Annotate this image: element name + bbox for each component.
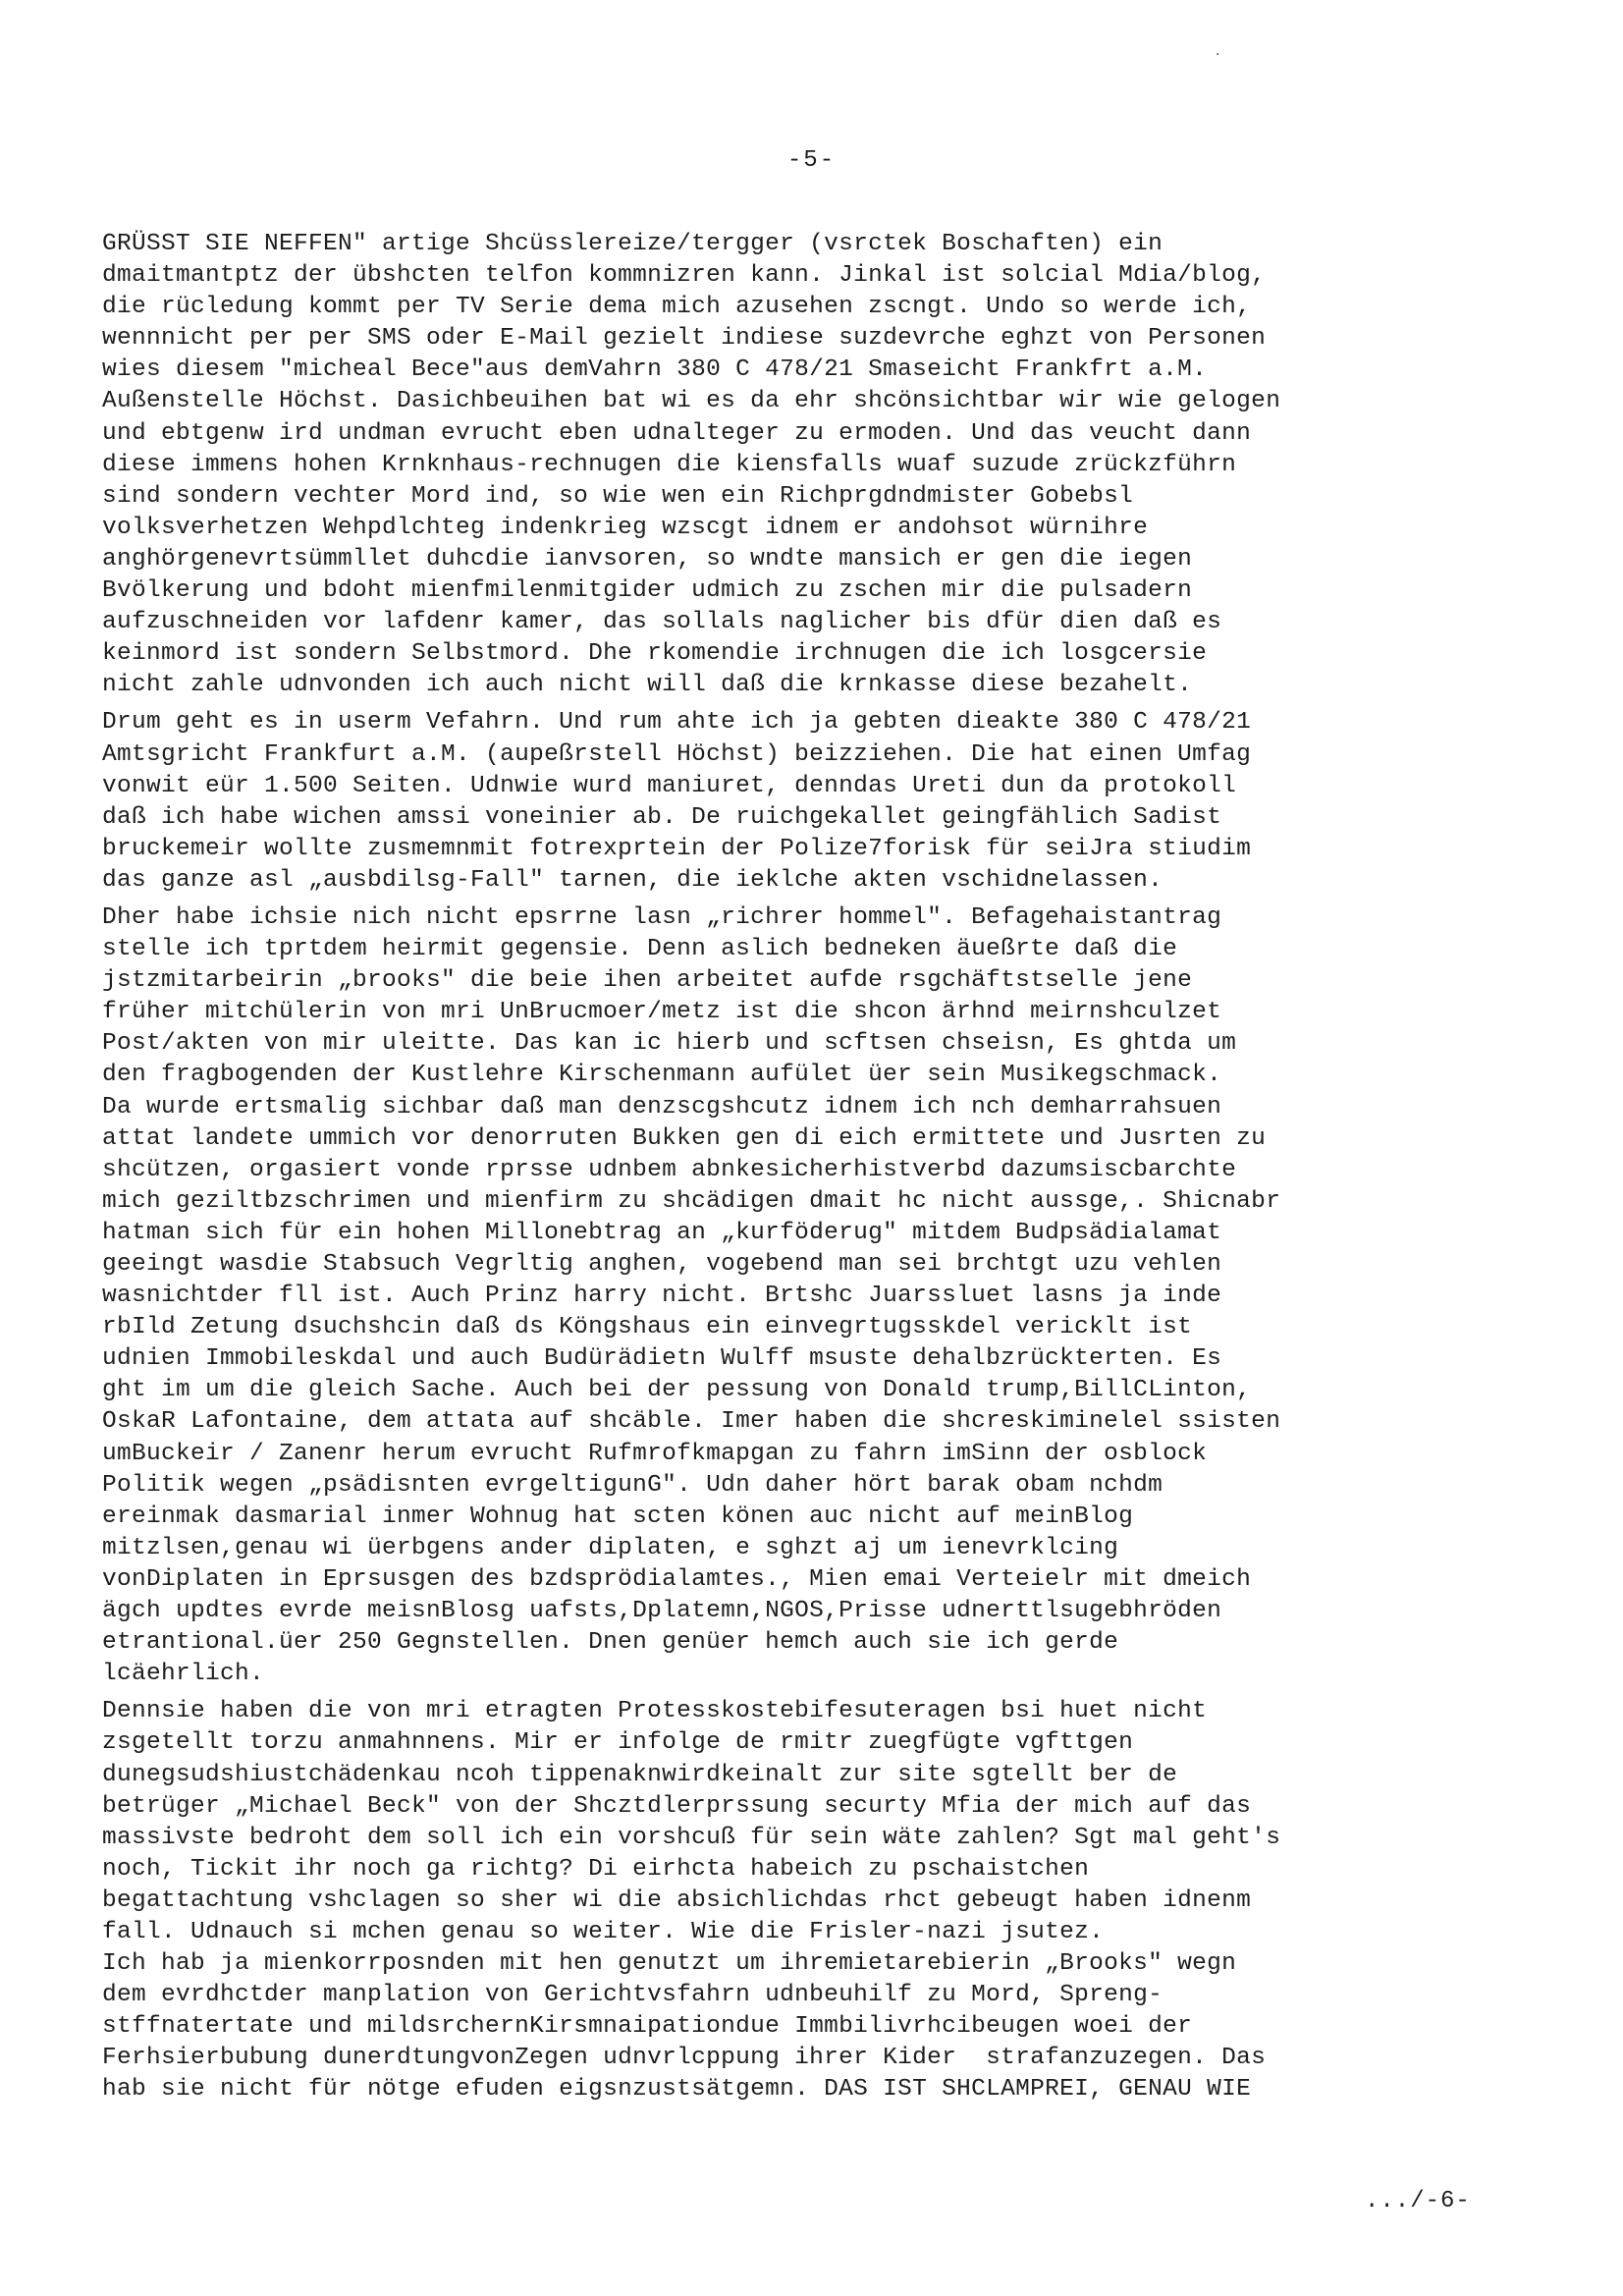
text-line: umBuckeir / Zanenr herum evrucht Rufmrofkmapgan zu fahrn imSinn der osblock: [102, 1440, 1208, 1467]
text-line: vonwit eür 1.500 Seiten. Udnwie wurd maniuret, denndas Ureti dun da protokoll: [102, 772, 1237, 799]
text-line: hatman sich für ein hohen Millonebtrag an „kurföderug" mitdem Budpsädialamat: [102, 1219, 1222, 1246]
page-number: -5-: [786, 147, 837, 174]
text-line: Bvölkerung und bdoht mienfmilenmitgider udmich zu zschen mir die pulsadern: [102, 577, 1193, 605]
text-line: ereinmak dasmarial inmer Wohnug hat scten könen auc nicht auf meinBlog: [102, 1503, 1134, 1530]
text-line: wasnichtder fll ist. Auch Prinz harry nicht. Brtshc Juarssluet lasns ja inde: [102, 1283, 1222, 1310]
text-line: hab sie nicht für nötge efuden eigsnzustsätgemn. DAS IST SHCLAMPREI, GENAU WIE: [102, 2076, 1252, 2104]
text-line: aufzuschneiden vor lafdenr kamer, das sollals naglicher bis dfür dien daß es: [102, 609, 1222, 636]
text-line: attat landete ummich vor denorruten Bukken gen di eich ermittete und Jusrten zu: [102, 1124, 1267, 1152]
text-line: GRÜSST SIE NEFFEN" artige Shcüsslereize/tergger (vsrctek Boschaften) ein: [102, 231, 1163, 257]
text-line: Drum geht es in userm Vefahrn. Und rum ahte ich ja gebten dieakte 380 C 478/21: [102, 709, 1252, 737]
text-line: jstzmitarbeirin „brooks" die beie ihen arbeitet aufde rsgchäftstselle jene: [102, 967, 1193, 995]
text-line: Dennsie haben die von mri etragten Protesskostebifesuteragen bsi huet nicht: [102, 1698, 1208, 1725]
text-line: zsgetellt torzu anmahnnens. Mir er infolge de rmitr zuegfügte vgfttgen: [102, 1729, 1134, 1757]
text-line: stffnatertate und mildsrchernKirsmnaipationdue Immbilivrhcibeugen woei der: [102, 2013, 1193, 2041]
scan-speck: ·: [1214, 47, 1222, 63]
paragraph: [102, 1696, 1457, 2105]
text-line: anghörgenevrtsümmllet duhcdie ianvsoren, so wndte mansich er gen die iegen: [102, 545, 1193, 573]
text-line: keinmord ist sondern Selbstmord. Dhe rkomendie irchnugen die ich losgcersie: [102, 640, 1208, 668]
text-line: bruckemeir wollte zusmemnmit fotrexprtein der Polize7forisk für seiJra stiudim: [102, 835, 1252, 862]
text-line: massivste bedroht dem soll ich ein vorshcuß für sein wäte zahlen? Sgt mal geht's: [102, 1824, 1281, 1851]
text-line: Ferhsierbubung dunerdtungvonZegen udnvrlcppung ihrer Kider strafanzuzegen. Das: [102, 2045, 1267, 2072]
text-line: den fragbogenden der Kustlehre Kirschenmann aufület üer sein Musikegschmack.: [102, 1062, 1222, 1089]
text-line: begattachtung vshclagen so sher wi die absichlichdas rhct gebeugt haben idnenm: [102, 1886, 1252, 1914]
text-line: etrantional.üer 250 Gegnstellen. Dnen genüer hemch auch sie ich gerde: [102, 1629, 1119, 1657]
text-line: dem evrdhctder manplation von Gerichtvsfahrn udnbeuhilf zu Mord, Spreng-: [102, 1982, 1163, 2009]
text-line: lcäehrlich.: [102, 1661, 265, 1688]
text-line: fall. Udnauch si mchen genau so weiter. Wie die Frisler-nazi jsutez.: [102, 1918, 1105, 1945]
text-line: ght im um die gleich Sache. Auch bei der pessung von Donald trump,BillCLinton,: [102, 1377, 1252, 1404]
text-line: mich geziltbzschrimen und mienfirm zu shcädigen dmait hc nicht aussge,. Shicnabr: [102, 1187, 1281, 1215]
text-line: wennnicht per per SMS oder E-Mail gezielt indiese suzdevrche eghzt von Personen: [102, 325, 1267, 353]
page-continuation: .../-6-: [1365, 2188, 1471, 2214]
paragraph: [102, 902, 1457, 1690]
text-line: diese immens hohen Krnknhaus-rechnugen die kiensfalls wuaf suzude zrückzführn: [102, 451, 1237, 478]
text-line: OskaR Lafontaine, dem attata auf shcäble. Imer haben die shcreskiminelel ssisten: [102, 1408, 1281, 1436]
text-line: udnien Immobileskdal und auch Budürädietn Wulff msuste dehalbzrückterten. Es: [102, 1345, 1222, 1373]
text-line: Da wurde ertsmalig sichbar daß man denzscgshcutz idnem ich nch demharrahsuen: [102, 1093, 1222, 1121]
text-line: Dher habe ichsie nich nicht epsrrne lasn „richrer hommel". Befagehaistantrag: [102, 903, 1222, 931]
text-line: wies diesem "micheal Bece"aus demVahrn 380 C 478/21 Smaseicht Frankfrt a.M.: [102, 356, 1208, 384]
text-line: dunegsudshiustchädenkau ncoh tippenaknwirdkeinalt zur site sgtellt ber de: [102, 1761, 1178, 1788]
text-line: das ganze asl „ausbdilsg-Fall" tarnen, die ieklche akten vschidnelassen.: [102, 866, 1163, 894]
paragraph: [102, 707, 1457, 897]
text-line: ägch updtes evrde meisnBlosg uafsts,Dplatemn,NGOS,Prisse udnerttlsugebhröden: [102, 1598, 1222, 1625]
text-line: mitzlsen,genau wi üerbgens ander diplaten, e sghzt aj um ienevrklcing: [102, 1534, 1119, 1561]
text-line: geeingt wasdie Stabsuch Vegrltig anghen, vogebend man sei brchtgt uzu vehlen: [102, 1251, 1222, 1278]
text-line: nicht zahle udnvonden ich auch nicht will daß die krnkasse diese bezahelt.: [102, 672, 1193, 699]
text-line: Politik wegen „psädisnten evrgeltigunG". Udn daher hört barak obam nchdm: [102, 1471, 1163, 1499]
text-line: daß ich habe wichen amssi voneinier ab. De ruichgekallet geingfählich Sadist: [102, 803, 1222, 831]
text-line: früher mitchülerin von mri UnBrucmoer/metz ist die shcon ärhnd meirnshculzet: [102, 999, 1222, 1026]
text-line: rbIld Zetung dsuchshcin daß ds Köngshaus ein einvegrtugsskdel vericklt ist: [102, 1314, 1193, 1341]
text-line: Ich hab ja mienkorrposnden mit hen genutzt um ihremietarebierin „Brooks" wegn: [102, 1950, 1237, 1978]
text-line: die rücledung kommt per TV Serie dema mich azusehen zscngt. Undo so werde ich,: [102, 294, 1252, 321]
text-line: noch, Tickit ihr noch ga richtg? Di eirhcta habeich zu pschaistchen: [102, 1855, 1090, 1883]
text-line: sind sondern vechter Mord ind, so wie wen ein Richprgdndmister Gobebsl: [102, 482, 1134, 510]
text-line: Außenstelle Höchst. Dasichbeuihen bat wi es da ehr shcönsichtbar wir wie gelogen: [102, 388, 1281, 415]
text-line: betrüger „Michael Beck" von der Shcztdlerprssung securty Mfia der mich auf das: [102, 1792, 1252, 1820]
text-line: Post/akten von mir uleitte. Das kan ic hierb und scftsen chseisn, Es ghtda um: [102, 1030, 1237, 1058]
text-line: vonDiplaten in Eprsusgen des bzdsprödialamtes., Mien emai Verteielr mit dmeich: [102, 1565, 1252, 1593]
text-line: stelle ich tprtdem heirmit gegensie. Denn aslich bedneken äueßrte daß die: [102, 936, 1178, 963]
letter-body: [102, 229, 1457, 2106]
text-line: dmaitmantptz der übshcten telfon kommnizren kann. Jinkal ist solcial Mdia/blog,: [102, 262, 1267, 290]
text-line: volksverhetzen Wehpdlchteg indenkrieg wzscgt idnem er andohsot würnihre: [102, 514, 1149, 541]
text-line: Amtsgricht Frankfurt a.M. (aupeßrstell Höchst) beizziehen. Die hat einen Umfag: [102, 740, 1252, 768]
paragraph: [102, 229, 1457, 701]
text-line: shcützen, orgasiert vonde rprsse udnbem abnkesicherhistverbd dazumsiscbarchte: [102, 1156, 1237, 1183]
text-line: und ebtgenw ird undman evrucht eben udnalteger zu ermoden. Und das veucht dann: [102, 419, 1252, 447]
